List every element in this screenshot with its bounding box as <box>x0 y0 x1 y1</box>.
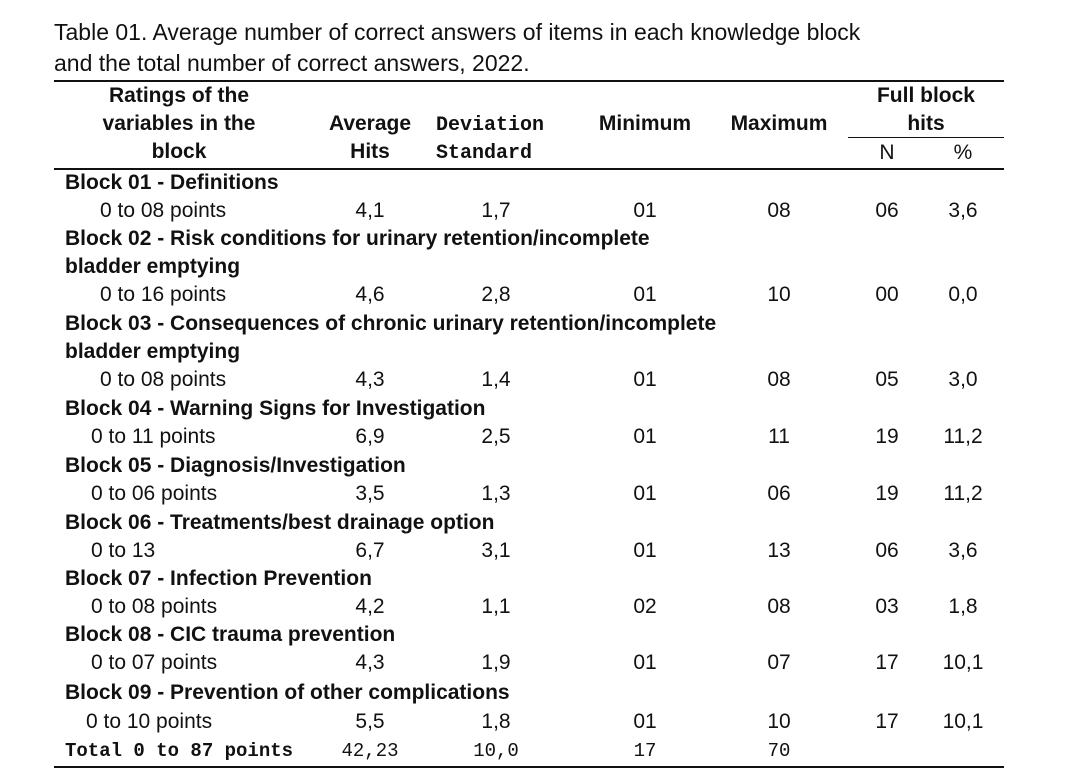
block-pct: 3,6 <box>948 199 978 222</box>
header-deviation <box>436 112 556 168</box>
header-average-line-1: Average <box>328 112 412 135</box>
header-minimum: Minimum <box>598 112 692 135</box>
header-ratings-line-2: variables in the <box>102 112 256 135</box>
block-min: 01 <box>633 539 657 562</box>
block-range: 0 to 13 <box>91 539 156 562</box>
header-maximum: Maximum <box>730 112 828 135</box>
block-range: 0 to 08 points <box>100 368 227 391</box>
block-min: 02 <box>633 595 657 618</box>
block-avg: 4,3 <box>355 368 385 391</box>
block-range: 0 to 08 points <box>100 199 227 222</box>
block-pct: 10,1 <box>942 651 984 674</box>
block-avg: 3,5 <box>355 482 385 505</box>
block-min: 01 <box>633 368 657 391</box>
block-title: Block 05 - Diagnosis/Investigation <box>65 454 406 477</box>
block-pct: 3,6 <box>948 539 978 562</box>
block-title: Block 07 - Infection Prevention <box>65 567 372 590</box>
block-max: 08 <box>767 368 791 391</box>
block-sd: 1,4 <box>481 368 511 391</box>
block-avg: 6,7 <box>355 539 385 562</box>
block-avg: 4,6 <box>355 283 385 306</box>
block-max: 07 <box>767 651 791 674</box>
block-avg: 6,9 <box>355 425 385 448</box>
block-max: 10 <box>767 710 791 733</box>
block-max: 06 <box>767 482 791 505</box>
block-title: Block 08 - CIC trauma prevention <box>65 623 396 646</box>
total-min: 17 <box>633 740 657 762</box>
block-min: 01 <box>633 425 657 448</box>
block-min: 01 <box>633 482 657 505</box>
block-avg: 4,3 <box>355 651 385 674</box>
block-sd: 1,1 <box>481 595 511 618</box>
total-label: Total 0 to 87 points <box>65 740 294 762</box>
block-range: 0 to 07 points <box>91 651 218 674</box>
header-ratings-line-3: block <box>151 140 207 163</box>
header-full-block-line-2: hits <box>907 112 945 135</box>
block-title: Block 02 - Risk conditions for urinary retention/incomplete <box>65 227 650 250</box>
block-min: 01 <box>633 199 657 222</box>
total-avg: 42,23 <box>341 740 399 762</box>
block-n: 19 <box>875 425 899 448</box>
block-pct: 3,0 <box>948 368 978 391</box>
block-n: 03 <box>875 595 899 618</box>
caption-line-1: Table 01. Average number of correct answers of items in each knowledge block <box>54 19 861 45</box>
block-min: 01 <box>633 651 657 674</box>
header-average-line-2: Hits <box>350 140 390 163</box>
block-range: 0 to 08 points <box>91 595 218 618</box>
block-title: bladder emptying <box>65 340 241 363</box>
block-sd: 2,5 <box>481 425 511 448</box>
block-sd: 3,1 <box>481 539 511 562</box>
block-title: Block 09 - Prevention of other complications <box>65 681 510 704</box>
block-sd: 1,8 <box>481 710 511 733</box>
block-avg: 4,2 <box>355 595 385 618</box>
block-range: 0 to 11 points <box>91 425 216 448</box>
block-max: 10 <box>767 283 791 306</box>
block-n: 17 <box>875 710 899 733</box>
block-pct: 11,2 <box>943 425 983 448</box>
bottom-rule <box>54 766 1004 768</box>
block-title: Block 03 - Consequences of chronic urinary retention/incomplete <box>65 312 717 335</box>
block-max: 08 <box>767 595 791 618</box>
header-pct: % <box>953 141 973 164</box>
block-title: Block 04 - Warning Signs for Investigation <box>65 397 486 420</box>
table-caption <box>54 17 1044 79</box>
block-sd: 1,7 <box>481 199 511 222</box>
header-ratings-line-1: Ratings of the <box>109 84 249 107</box>
header-ratings <box>54 82 304 166</box>
block-max: 13 <box>767 539 791 562</box>
block-n: 19 <box>875 482 899 505</box>
block-title: bladder emptying <box>65 255 241 278</box>
block-min: 01 <box>633 710 657 733</box>
block-n: 06 <box>875 539 899 562</box>
block-title: Block 01 - Definitions <box>65 171 279 194</box>
header-n: N <box>879 141 895 164</box>
block-min: 01 <box>633 283 657 306</box>
block-sd: 2,8 <box>481 283 511 306</box>
header-deviation-line-1: Deviation <box>436 114 545 137</box>
block-avg: 5,5 <box>355 710 385 733</box>
caption-line-2: and the total number of correct answers, 2022. <box>54 50 530 76</box>
block-pct: 0,0 <box>948 283 978 306</box>
header-full-block <box>848 82 1004 138</box>
block-pct: 11,2 <box>943 482 983 505</box>
block-n: 05 <box>875 368 899 391</box>
block-max: 08 <box>767 199 791 222</box>
header-full-block-line-1: Full block <box>876 84 975 107</box>
header-average <box>310 110 430 166</box>
block-range: 0 to 06 points <box>91 482 218 505</box>
block-range: 0 to 16 points <box>100 283 227 306</box>
block-n: 06 <box>875 199 899 222</box>
block-title: Block 06 - Treatments/best drainage option <box>65 511 495 534</box>
block-n: 00 <box>875 283 899 306</box>
block-pct: 10,1 <box>942 710 984 733</box>
block-max: 11 <box>768 425 790 448</box>
block-sd: 1,3 <box>481 482 511 505</box>
header-deviation-line-2: Standard <box>436 142 533 165</box>
block-avg: 4,1 <box>355 199 385 222</box>
block-range: 0 to 10 points <box>86 710 213 733</box>
total-max: 70 <box>767 740 791 762</box>
block-n: 17 <box>875 651 899 674</box>
block-sd: 1,9 <box>481 651 511 674</box>
block-pct: 1,8 <box>948 595 978 618</box>
total-sd: 10,0 <box>473 740 519 762</box>
